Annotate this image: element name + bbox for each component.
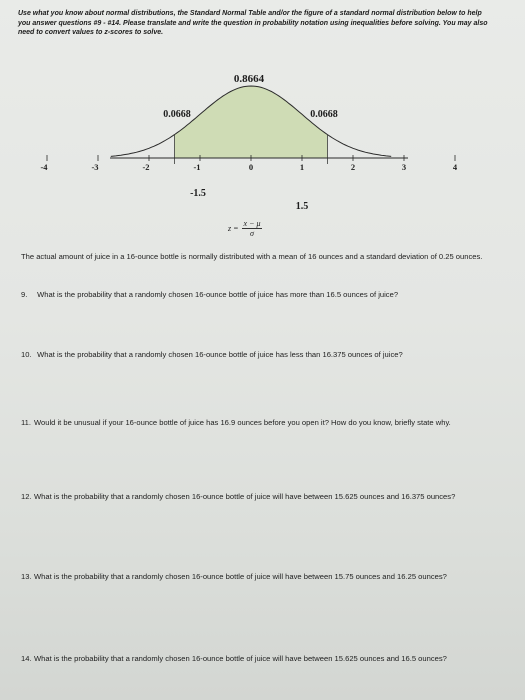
question-14 — [21, 654, 525, 664]
problem-intro: The actual amount of juice in a 16-ounce bottle is normally distributed with a mean of 16 ounces and a standard deviation of 0.25 ounces. — [21, 252, 483, 261]
right-tail-area-label: 0.0668 — [310, 109, 338, 120]
instructions-text: Use what you know about normal distributions, the Standard Normal Table and/or the figure of a standard normal distribution below to help you answer questions #9 - #14. Please translate and write the question in probability notation using inequalities before solving. You may also need to convert values to z-scores to solve. — [18, 10, 488, 36]
axis-tick-label: 0 — [248, 162, 254, 172]
question-12 — [21, 492, 512, 502]
axis-tick-label: -1 — [193, 162, 201, 172]
axis-tick-label: -4 — [40, 162, 48, 172]
question-number: 9. — [21, 290, 28, 299]
axis-tick-label: 3 — [401, 162, 407, 172]
z-score-formula — [228, 219, 262, 238]
shaded-center-region — [175, 86, 328, 158]
axis-tick-label: -3 — [91, 162, 99, 172]
formula-denominator: σ — [250, 229, 254, 238]
question-number: 12. — [21, 492, 32, 501]
formula-numerator: x − μ — [243, 219, 261, 228]
axis-tick-label: -2 — [142, 162, 150, 172]
question-11 — [21, 418, 504, 428]
question-text: What is the probability that a randomly chosen 16-ounce bottle of juice has less than 16.375 ounces of juice? — [37, 350, 403, 359]
question-text: Would it be unusual if your 16-ounce bottle of juice has 16.9 ounces before you open it? How do you know, briefly state why. — [34, 418, 451, 427]
question-text: What is the probability that a randomly chosen 16-ounce bottle of juice will have between 15.625 ounces and 16.5 ounces? — [34, 654, 447, 663]
question-text: What is the probability that a randomly chosen 16-ounce bottle of juice will have between 15.625 ounces and 16.375 ounces? — [34, 492, 456, 501]
right-cutoff-label: 1.5 — [295, 201, 309, 212]
center-area-label: 0.8664 — [233, 73, 265, 85]
bell-curve — [111, 86, 391, 164]
formula-fraction — [242, 219, 263, 238]
axis-tick-label: 1 — [299, 162, 305, 172]
axis-tick-label: 4 — [452, 162, 458, 172]
question-number: 14. — [21, 654, 32, 663]
question-text: What is the probability that a randomly chosen 16-ounce bottle of juice has more than 16.5 ounces of juice? — [37, 290, 399, 299]
left-tail-area-label: 0.0668 — [163, 109, 191, 120]
formula-lhs: z = — [228, 224, 239, 233]
question-text: What is the probability that a randomly chosen 16-ounce bottle of juice will have between 15.75 ounces and 16.25 ounces? — [34, 572, 447, 581]
question-number: 13. — [21, 572, 32, 581]
question-9 — [21, 290, 501, 300]
question-13 — [21, 572, 512, 582]
left-cutoff-label: -1.5 — [190, 188, 206, 199]
question-10 — [21, 350, 501, 360]
question-number: 10. — [21, 350, 32, 359]
normal-distribution-figure — [0, 0, 525, 215]
question-number: 11. — [21, 418, 31, 427]
axis-tick-label: 2 — [350, 162, 356, 172]
